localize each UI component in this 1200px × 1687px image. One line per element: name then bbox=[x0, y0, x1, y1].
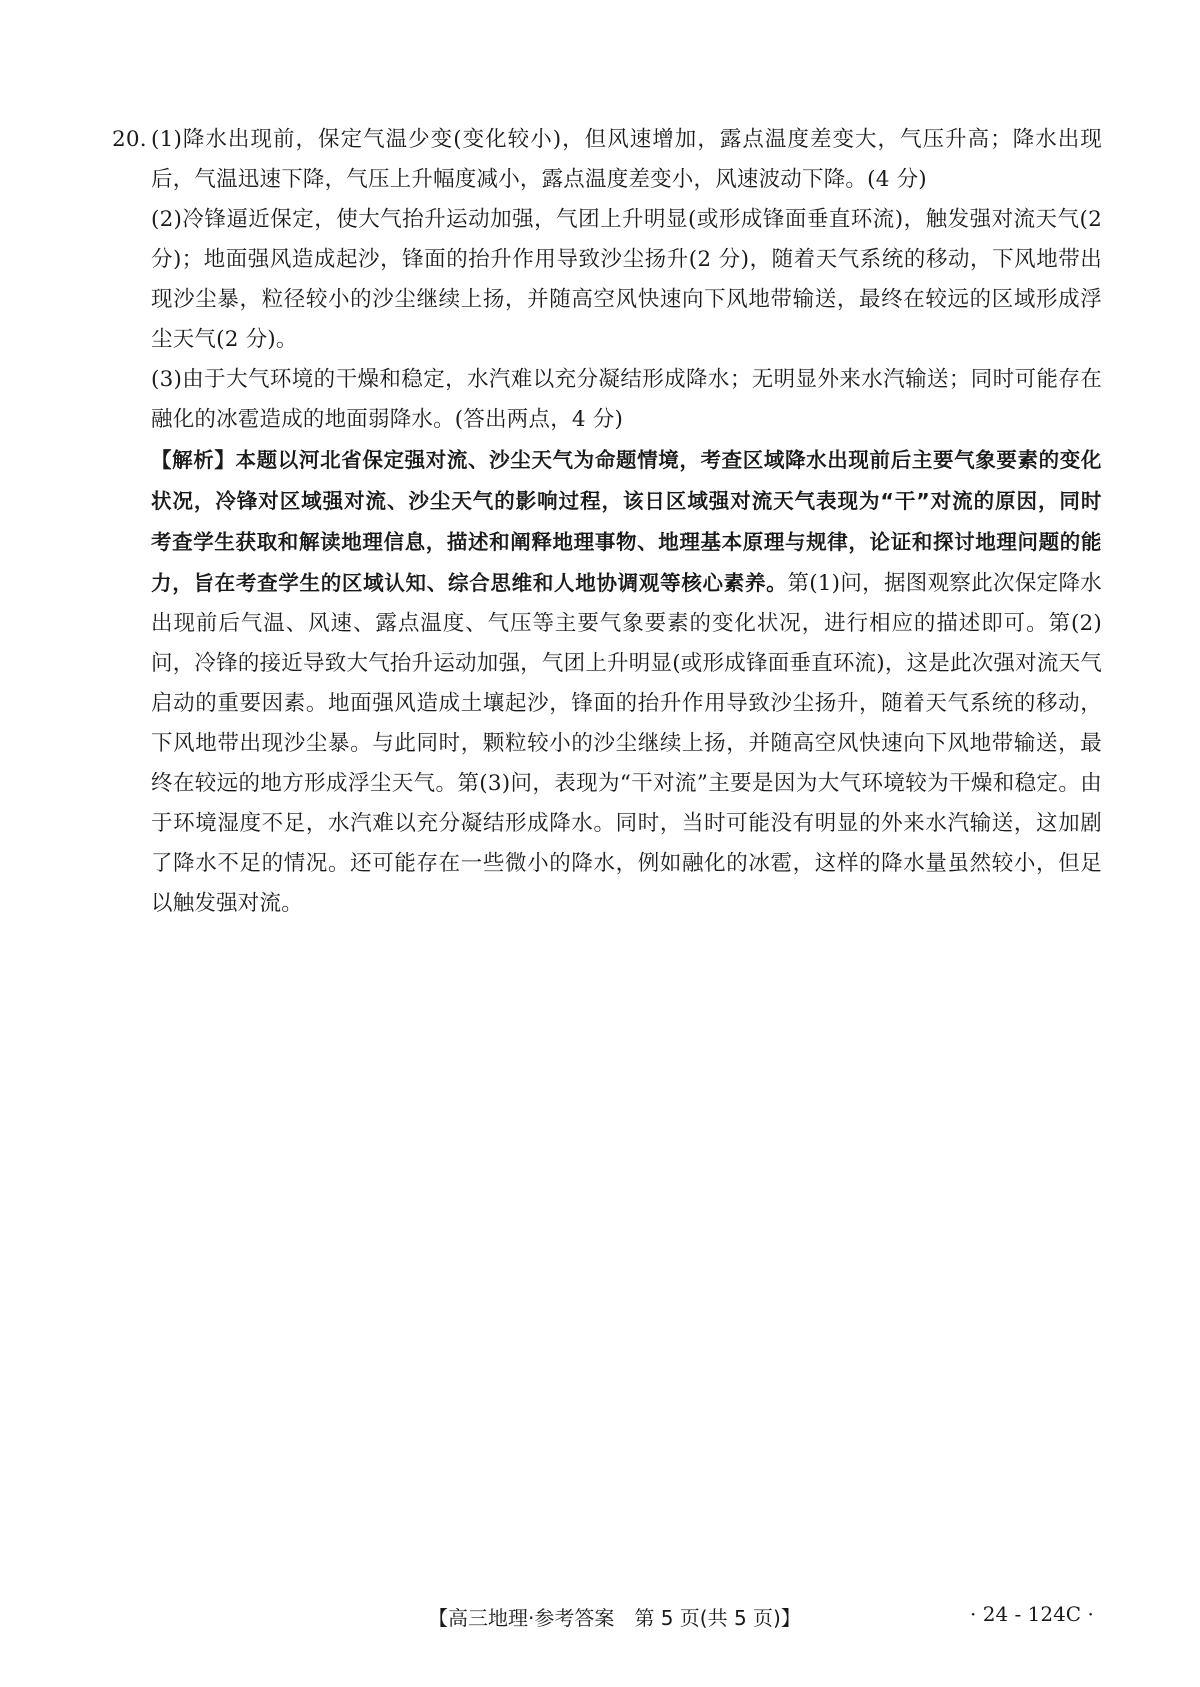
footer-code: · 24 - 124C · bbox=[970, 1602, 1094, 1626]
question-row bbox=[112, 120, 1102, 924]
page-footer bbox=[0, 1602, 1200, 1642]
footer-page-info: 【高三地理·参考答案 第 5 页(共 5 页)】 bbox=[428, 1606, 801, 1630]
analysis-detail: 第(1)问，据图观察此次保定降水出现前后气温、风速、露点温度、气压等主要气象要素的变化状况，进行相应的描述即可。第(2)问，冷锋的接近导致大气抬升运动加强，气团上升明显(或形成锋面垂直环流)，这是此次强对流天气启动的重要因素。地面强风造成土壤起沙，锋面的抬升作用导致沙尘扬升，随着天气系统的移动，下风地带出现沙尘暴。与此同时，颗粒较小的沙尘继续上扬，并随高空风快速向下风地带输送，最终在较远的地方形成浮尘天气。第(3)问，表现为“干对流”主要是因为大气环境较为干燥和稳定。由于环境湿度不足，水汽难以充分凝结形成降水。同时，当时可能没有明显的外来水汽输送，这加剧了降水不足的情况。还可能存在一些微小的降水，例如融化的冰雹，这样的降水量虽然较小，但足以触发强对流。 bbox=[151, 571, 1103, 916]
analysis-summary: 【解析】本题以河北省保定强对流、沙尘天气为命题情境，考查区域降水出现前后主要气象要素的变化状况，冷锋对区域强对流、沙尘天气的影响过程，该日区域强对流天气表现为“干”对流的原因，同时考查学生获取和解读地理信息，描述和阐释地理事物、地理基本原理与规律，论证和探讨地理问题的能力，旨在考查学生的区域认知、综合思维和人地协调观等核心素养。 bbox=[151, 448, 1102, 595]
answer-part-2: (2)冷锋逼近保定，使大气抬升运动加强，气团上升明显(或形成锋面垂直环流)，触发强对流天气(2 分)；地面强风造成起沙，锋面的抬升作用导致沙尘扬升(2 分)，随着天气系统的移动，下风地带出现沙尘暴，粒径较小的沙尘继续上扬，并随高空风快速向下风地带输送，最终在较远的区域形成浮尘天气(2 分)。 bbox=[151, 207, 1102, 352]
answer-part-1: (1)降水出现前，保定气温少变(变化较小)，但风速增加，露点温度差变大，气压升高；降水出现后，气温迅速下降，气压上升幅度减小，露点温度差变小，风速波动下降。(4 分) bbox=[151, 127, 1102, 192]
answer-part-3: (3)由于大气环境的干燥和稳定，水汽难以充分凝结形成降水；无明显外来水汽输送；同时可能存在融化的冰雹造成的地面弱降水。(答出两点，4 分) bbox=[151, 367, 1102, 432]
question-20-answer bbox=[112, 120, 1102, 924]
analysis-paragraph bbox=[151, 440, 1102, 924]
question-number: 20. bbox=[112, 127, 147, 152]
